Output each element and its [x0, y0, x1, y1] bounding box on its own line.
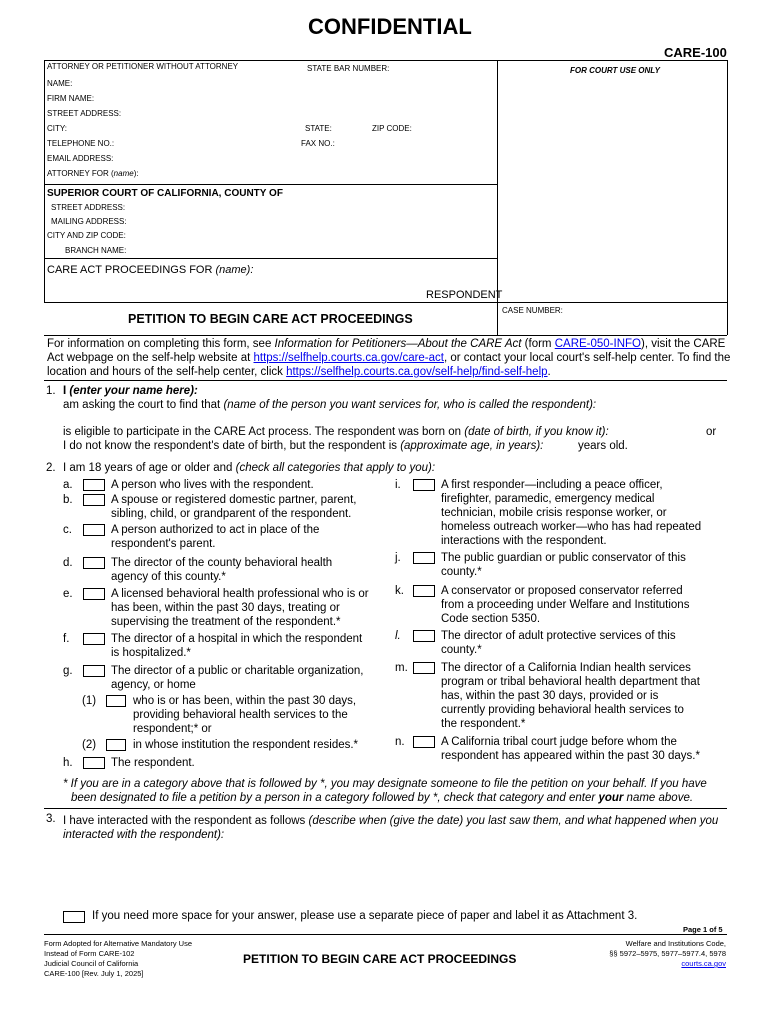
item2-l-text: The director of adult protective services of this county.* [441, 630, 676, 656]
court-city-zip-label[interactable]: CITY AND ZIP CODE: [47, 231, 126, 240]
email-label[interactable]: EMAIL ADDRESS: [47, 154, 114, 163]
item2-a-text: A person who lives with the respondent. [111, 479, 314, 491]
item2-e-letter: e. [63, 588, 73, 600]
fax-label[interactable]: FAX NO.: [301, 139, 335, 148]
checkbox-2d[interactable] [83, 557, 105, 569]
telephone-label[interactable]: TELEPHONE NO.: [47, 139, 115, 148]
respondent-label: RESPONDENT [426, 289, 503, 301]
designation-note: * If you are in a category above that is followed by *, you may designate someone to file the petition on your behalf. If you have been designated to file a petition by a person in a category followed by *, check that category and enter your name above. [63, 778, 707, 804]
state-bar-label: STATE BAR NUMBER: [307, 64, 390, 73]
footer-right: Welfare and Institutions Code, §§ 5972–5975, 5977–5977.4, 5978 courts.ca.gov [609, 939, 726, 968]
name-label[interactable]: NAME: [47, 79, 73, 88]
item2-b-letter: b. [63, 494, 73, 506]
checkbox-2i[interactable] [413, 479, 435, 491]
checkbox-2h[interactable] [83, 757, 105, 769]
item2-g2-number: (2) [82, 739, 97, 751]
courts-link[interactable]: courts.ca.gov [681, 959, 726, 968]
attorney-box-title: ATTORNEY OR PETITIONER WITHOUT ATTORNEY [47, 62, 239, 71]
footer-left: Form Adopted for Alternative Mandatory Use Instead of Form CARE-102 Judicial Council of California CARE-100 [Rev. July 1, 2025] [44, 939, 192, 978]
item2-k-text: A conservator or proposed conservator referred from a proceeding under Welfare and Institutions Code section 5350. [441, 585, 690, 625]
court-street-label[interactable]: STREET ADDRESS: [51, 203, 126, 212]
care-050-info-link[interactable]: CARE-050-INFO [554, 338, 641, 350]
court-title: SUPERIOR COURT OF CALIFORNIA, COUNTY OF [47, 188, 283, 199]
checkbox-2a[interactable] [83, 479, 105, 491]
item2-g1-number: (1) [82, 695, 97, 707]
case-number-label[interactable]: CASE NUMBER: [502, 306, 563, 315]
item2-d-text: The director of the county behavioral health agency of this county.* [111, 557, 333, 583]
attorney-for-label[interactable]: ATTORNEY FOR (name): [47, 169, 139, 178]
checkbox-2f[interactable] [83, 633, 105, 645]
checkbox-2g-2[interactable] [106, 739, 126, 751]
checkbox-2j[interactable] [413, 552, 435, 564]
confidential-heading: CONFIDENTIAL [308, 14, 472, 39]
court-mailing-label[interactable]: MAILING ADDRESS: [51, 217, 127, 226]
item1-respondent-prompt[interactable]: am asking the court to find that (name of the person you want services for, who is called the respondent): [63, 399, 597, 411]
item2-i-letter: i. [395, 479, 401, 491]
item2-c-letter: c. [63, 524, 72, 536]
court-use-label: FOR COURT USE ONLY [570, 66, 660, 75]
checkbox-attachment-3[interactable] [63, 911, 85, 923]
checkbox-2n[interactable] [413, 736, 435, 748]
proceedings-for-label[interactable]: CARE ACT PROCEEDINGS FOR (name): [47, 264, 254, 276]
item2-j-text: The public guardian or public conservator of this county.* [441, 552, 686, 578]
item1-age-prompt[interactable]: I do not know the respondent's date of birth, but the respondent is (approximate age, in years): [63, 440, 544, 452]
checkbox-2e[interactable] [83, 588, 105, 600]
item2-h-letter: h. [63, 757, 73, 769]
form-number: CARE-100 [664, 45, 727, 60]
item1-years-old: years old. [578, 440, 628, 452]
checkbox-2k[interactable] [413, 585, 435, 597]
zip-label[interactable]: ZIP CODE: [372, 124, 412, 133]
petition-title: PETITION TO BEGIN CARE ACT PROCEEDINGS [128, 312, 413, 326]
item2-f-text: The director of a hospital in which the respondent is hospitalized.* [111, 633, 363, 659]
checkbox-2c[interactable] [83, 524, 105, 536]
item1-dob-prompt[interactable]: is eligible to participate in the CARE Act process. The respondent was born on (date of birth, if you know it): [63, 426, 609, 438]
item2-g2-text: in whose institution the respondent resides.* [133, 739, 359, 751]
street-address-label[interactable]: STREET ADDRESS: [47, 109, 122, 118]
item2-e-text: A licensed behavioral health professional who is or has been, within the past 30 days, treating or supervising the treatment of the respondent.* [111, 588, 369, 628]
page-number: Page 1 of 5 [683, 925, 723, 934]
info-paragraph: For information on completing this form, see Information for Petitioners—About the CARE Act (form CARE-050-INFO), visit the CARE Act webpage on the self-help website at https://selfhelp.courts.ca.gov/care-act, or contact your local court's self-help center. To find the location and hours of the self-help center, click https://selfhelp.courts.ca.gov/self-help/find-self-help. [47, 338, 731, 378]
item2-a-letter: a. [63, 479, 73, 491]
item2-g-text: The director of a public or charitable organization, agency, or home [111, 665, 364, 691]
checkbox-2g[interactable] [83, 665, 105, 677]
item2-d-letter: d. [63, 557, 73, 569]
item2-h-text: The respondent. [111, 757, 195, 769]
item1-name-prompt[interactable]: I (enter your name here): [63, 385, 198, 397]
item2-m-text: The director of a California Indian health services program or tribal behavioral health department that has, within the past 30 days, provided or is currently providing behavioral health services to the respondent.* [441, 662, 700, 730]
firm-name-label[interactable]: FIRM NAME: [47, 94, 95, 103]
item1-or: or [706, 426, 717, 438]
checkbox-2b[interactable] [83, 494, 105, 506]
item2-i-text: A first responder—including a peace officer, firefighter, paramedic, emergency medical technician, mobile crisis response worker, or homeless outreach worker—who has had repeated interactions with the respondent. [441, 479, 702, 547]
item2-c-text: A person authorized to act in place of the respondent's parent. [111, 524, 320, 550]
item2-n-letter: n. [395, 736, 405, 748]
state-label[interactable]: STATE: [305, 124, 332, 133]
item2-f-letter: f. [63, 633, 70, 645]
item2-g1-text: who is or has been, within the past 30 days, providing behavioral health services to the respondent;* or [133, 695, 357, 735]
find-self-help-link[interactable]: https://selfhelp.courts.ca.gov/self-help/find-self-help [286, 366, 548, 378]
checkbox-2m[interactable] [413, 662, 435, 674]
item3-number: 3. [46, 813, 56, 825]
item1-number: 1. [46, 385, 56, 397]
item2-k-letter: k. [395, 585, 404, 597]
item2-l-letter: l. [395, 630, 401, 642]
attachment-3-text: If you need more space for your answer, please use a separate piece of paper and label it as Attachment 3. [92, 910, 638, 922]
care-act-link[interactable]: https://selfhelp.courts.ca.gov/care-act [253, 352, 444, 364]
item3-prompt[interactable]: I have interacted with the respondent as follows (describe when (give the date) you last saw them, and what happened when you interacted with the respondent): [63, 815, 719, 841]
item2-intro: I am 18 years of age or older and (check all categories that apply to you): [63, 462, 436, 474]
checkbox-2l[interactable] [413, 630, 435, 642]
item2-m-letter: m. [395, 662, 408, 674]
item2-number: 2. [46, 462, 56, 474]
item2-n-text: A California tribal court judge before whom the respondent has appeared within the past 30 days.* [441, 736, 700, 762]
item2-g-letter: g. [63, 665, 73, 677]
item2-j-letter: j. [395, 552, 401, 564]
item2-b-text: A spouse or registered domestic partner, parent, sibling, child, or grandparent of the respondent. [111, 494, 357, 520]
court-branch-label[interactable]: BRANCH NAME: [65, 246, 127, 255]
checkbox-2g-1[interactable] [106, 695, 126, 707]
city-label[interactable]: CITY: [47, 124, 68, 133]
footer-title: PETITION TO BEGIN CARE ACT PROCEEDINGS [243, 952, 517, 966]
